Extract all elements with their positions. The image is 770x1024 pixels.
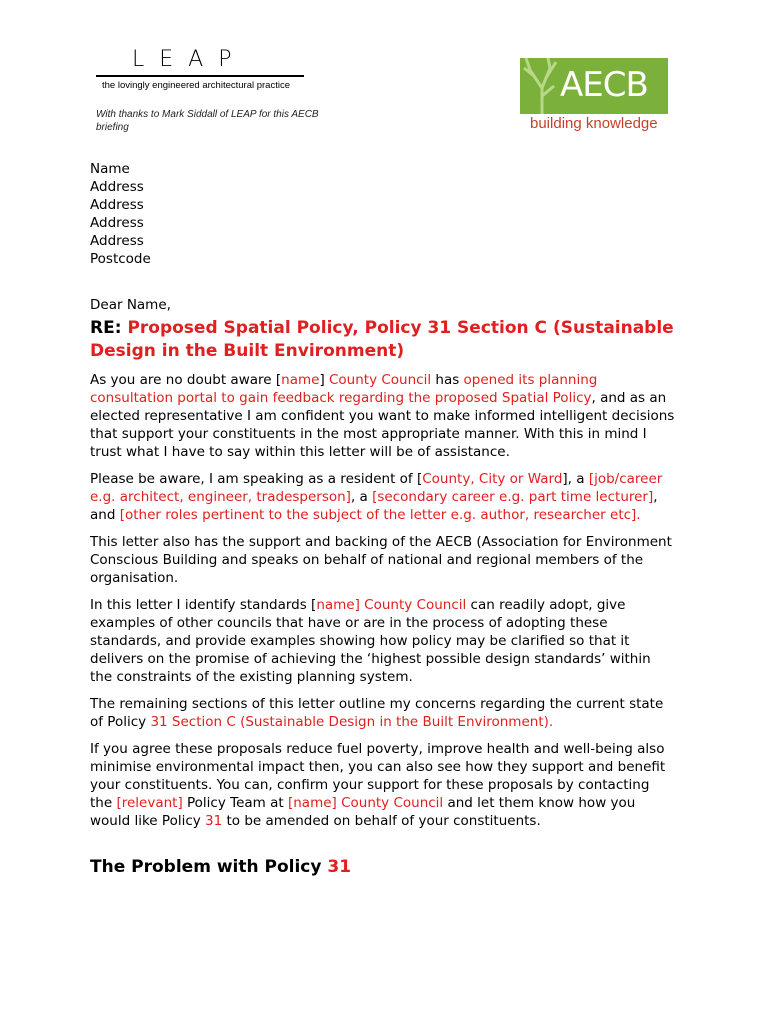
placeholder-text: [other roles pertinent to the subject of the letter e.g. author, researcher etc]. <box>119 507 641 523</box>
body-text: can readily adopt, give examples of other councils that have or are in the process of adopting these standards, and provide examples showing how policy may be clarified so that it delivers on the promise of achieving the ‘highest possible design standards’ within the constraints of the existing planning system. <box>90 597 651 685</box>
paragraph <box>90 596 675 686</box>
body-text: Please be aware, I am speaking as a resident of [ <box>90 471 423 487</box>
subject-text: Proposed Spatial Policy, Policy 31 Section C (Sustainable Design in the Built Environment) <box>90 318 674 361</box>
aecb-tagline: building knowledge <box>530 115 658 132</box>
paragraph <box>90 533 675 587</box>
subject-label: RE: <box>90 318 122 338</box>
section-heading-number: 31 <box>327 857 352 877</box>
body-text: , and as an elected representative I am confident you want to make informed intelligent decisions that support your constituents in the most appropriate manner. With this in mind I trust what I have to say within this letter will be of assistance. <box>90 390 675 460</box>
paragraph <box>90 470 675 524</box>
placeholder-text: 31 Section C (Sustainable Design in the Built Environment). <box>150 714 554 730</box>
leap-logo <box>96 46 306 91</box>
aecb-logo-box <box>520 58 668 114</box>
letter-body <box>90 296 675 876</box>
body-text: ], a <box>562 471 589 487</box>
aecb-logo <box>520 58 670 132</box>
body-text: has <box>431 372 464 388</box>
paragraph <box>90 740 675 830</box>
placeholder-text: [job/career e.g. architect, engineer, tradesperson] <box>90 471 663 505</box>
placeholder-text: name] County Council <box>316 597 467 613</box>
subject-line <box>90 317 675 363</box>
placeholder-text: [relevant] <box>116 795 183 811</box>
body-text: and let them know how you would like Policy <box>90 795 636 829</box>
aecb-logo-text: AECB <box>560 65 648 105</box>
address-line: Address <box>90 233 144 249</box>
section-heading-text: The Problem with Policy <box>90 857 322 877</box>
thanks-note: With thanks to Mark Siddall of LEAP for this AECB briefing <box>96 109 319 133</box>
body-text: ] <box>319 372 329 388</box>
placeholder-text: [secondary career e.g. part time lecturer] <box>372 489 654 505</box>
address-line: Address <box>90 197 144 213</box>
body-text: This letter also has the support and backing of the AECB (Association for Environment Conscious Building and speaks on behalf of national and regional members of the organisation. <box>90 534 672 586</box>
placeholder-text: opened its planning consultation portal to gain feedback regarding the proposed Spatial Policy <box>90 372 598 406</box>
leap-tagline: the lovingly engineered architectural practice <box>102 80 290 91</box>
section-heading <box>90 858 675 876</box>
placeholder-text: County, City or Ward <box>422 471 563 487</box>
body-text: , a <box>350 489 373 505</box>
address-line: Address <box>90 179 144 195</box>
paragraph <box>90 371 675 461</box>
body-text: As you are no doubt aware [ <box>90 372 282 388</box>
placeholder-text: 31 <box>205 813 223 829</box>
leap-logo-rule <box>96 75 304 77</box>
address-line: Postcode <box>90 251 151 267</box>
placeholder-text: [name] County Council <box>287 795 444 811</box>
body-text: Policy Team at <box>182 795 288 811</box>
address-line: Address <box>90 215 144 231</box>
salutation: Dear Name, <box>90 297 171 313</box>
address-line: Name <box>90 161 130 177</box>
body-text: to be amended on behalf of your constituents. <box>222 813 541 829</box>
paragraph <box>90 695 675 731</box>
leap-logo-wordmark: LEAP <box>132 47 247 72</box>
body-text: In this letter I identify standards [ <box>90 597 317 613</box>
recipient-address <box>90 160 151 268</box>
body-text: , and <box>90 489 658 523</box>
placeholder-text: name <box>281 372 320 388</box>
body-text: The remaining sections of this letter outline my concerns regarding the current state of Policy <box>90 696 664 730</box>
body-text: If you agree these proposals reduce fuel poverty, improve health and well-being also minimise environmental impact then, you can also see how they support and benefit your constituents. You can, confirm your support for these proposals by contacting the <box>90 741 666 811</box>
placeholder-text: County Council <box>329 372 432 388</box>
